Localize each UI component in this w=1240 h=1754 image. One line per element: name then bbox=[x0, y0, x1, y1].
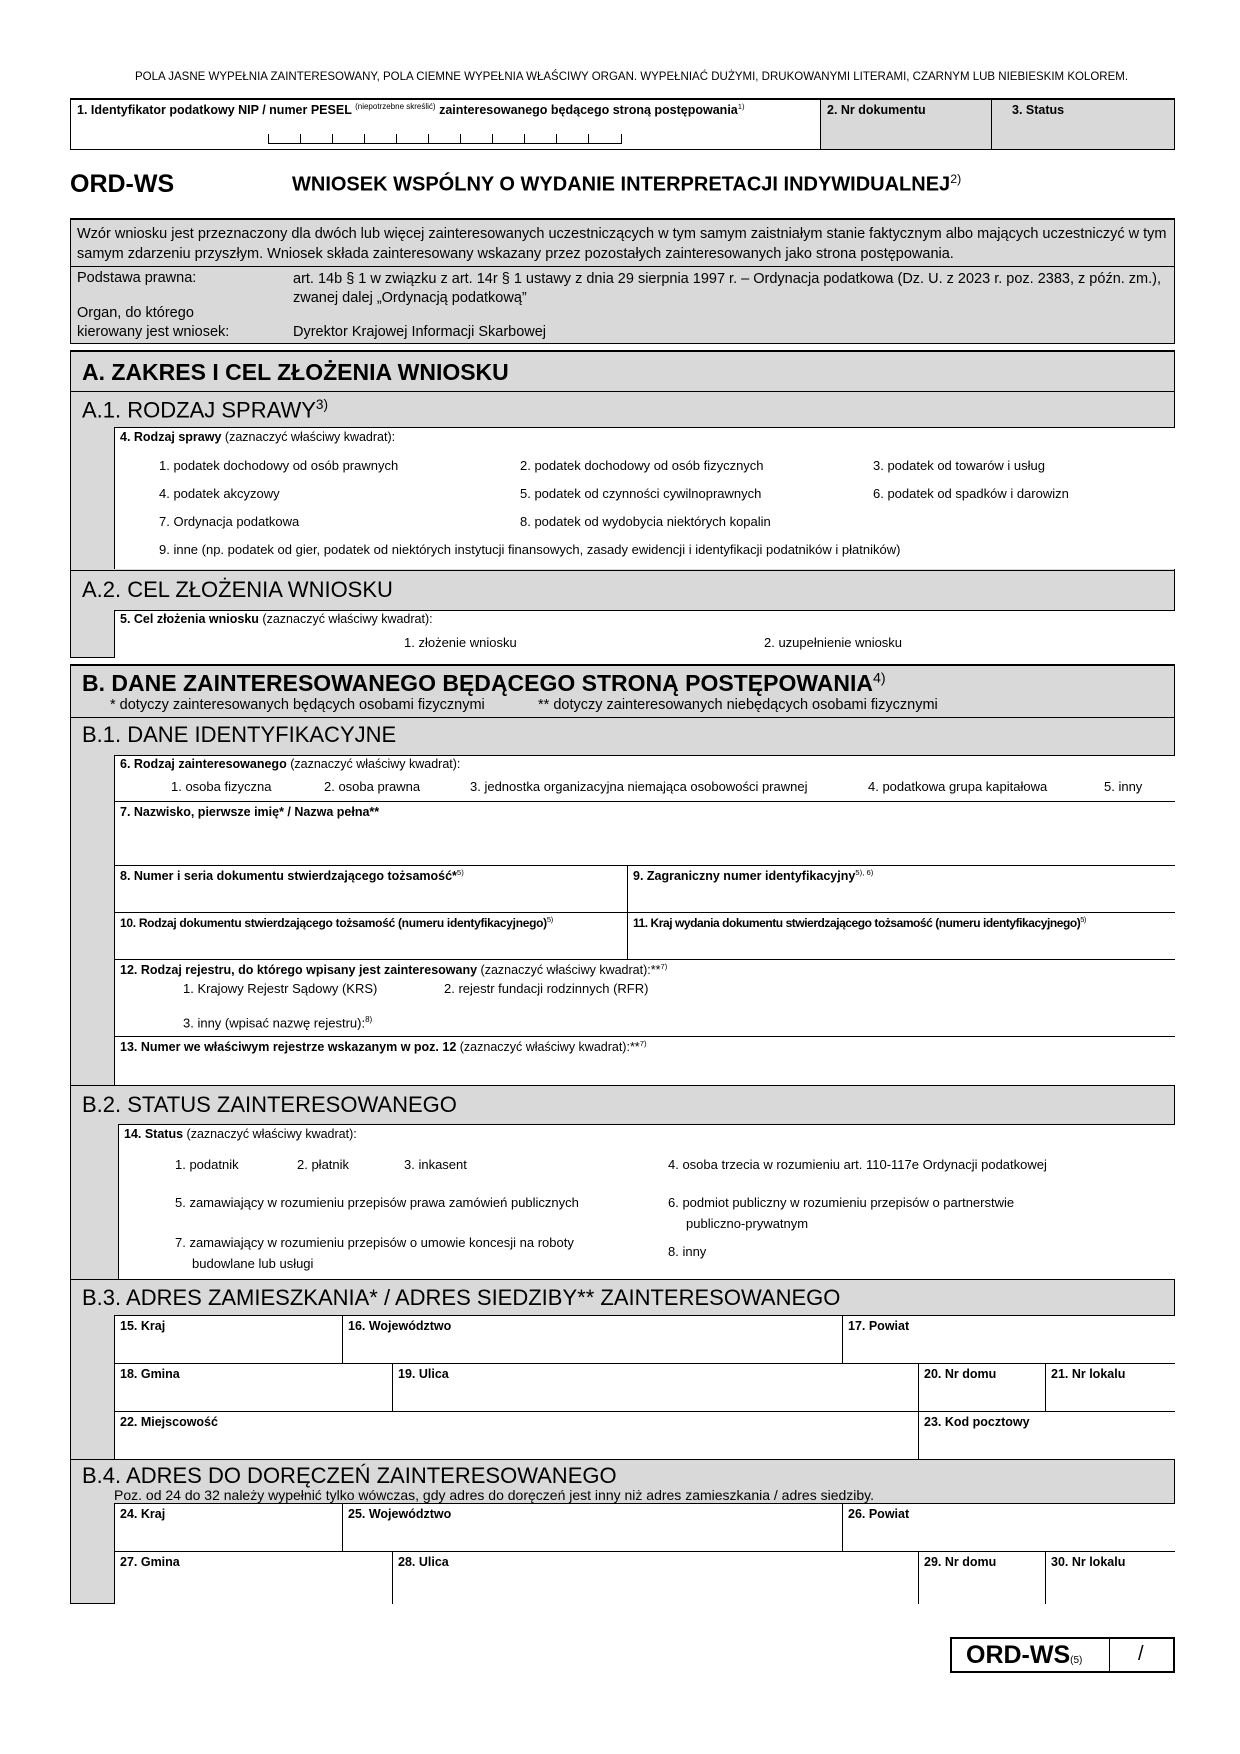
field-5-label bbox=[120, 612, 433, 626]
field-25-input[interactable] bbox=[343, 1522, 841, 1550]
f12-option-1[interactable]: 1. Krajowy Rejestr Sądowy (KRS) bbox=[183, 981, 378, 996]
f6-option-3[interactable]: 3. jednostka organizacyjna niemająca osobowości prawnej bbox=[470, 779, 808, 794]
a1-title bbox=[82, 397, 328, 423]
f14-option-7[interactable]: 7. zamawiający w rozumieniu przepisów o umowie koncesji na roboty bbox=[175, 1235, 574, 1250]
f4-option-7[interactable]: 7. Ordynacja podatkowa bbox=[159, 514, 300, 529]
field-16-input[interactable] bbox=[343, 1334, 841, 1362]
field-24-input[interactable] bbox=[115, 1522, 341, 1550]
field-6-label bbox=[120, 757, 460, 771]
field-21-input[interactable] bbox=[1046, 1382, 1174, 1410]
section-b-sup: 4) bbox=[873, 670, 886, 687]
a2-title: A.2. CEL ZŁOŻENIA WNIOSKU bbox=[82, 577, 393, 602]
field-18-input[interactable] bbox=[115, 1382, 391, 1410]
legal-basis-label: Podstawa prawna: bbox=[77, 270, 197, 286]
field-4-hint: (zaznaczyć właściwy kwadrat): bbox=[224, 430, 396, 444]
field-27-label: 27. Gmina bbox=[120, 1555, 180, 1569]
field-11-label-text: 11. Kraj wydania dokumentu stwierdzającego tożsamość (numeru identyfikacyjnego) bbox=[633, 916, 1081, 930]
f4-option-5[interactable]: 5. podatek od czynności cywilnoprawnych bbox=[520, 486, 762, 501]
field-8-label bbox=[120, 868, 464, 883]
f4-option-9[interactable]: 9. inne (np. podatek od gier, podatek od niektórych instytucji finansowych, zasady ewidencji i identyfikacji podatników i płatników) bbox=[159, 542, 901, 557]
form-title-text: WNIOSEK WSPÓLNY O WYDANIE INTERPRETACJI INDYWIDUALNEJ bbox=[292, 173, 951, 196]
field-3-label: 3. Status bbox=[1012, 103, 1065, 117]
legal-basis-text: art. 14b § 1 w związku z art. 14r § 1 ustawy z dnia 29 sierpnia 1997 r. – Ordynacja podatkowa (Dz. U. z 2023 r. poz. 2383, z późn. zm.), zwanej dalej „Ordynacją podatkową” bbox=[293, 271, 1162, 306]
field-26-label: 26. Powiat bbox=[848, 1507, 910, 1521]
b4-note: Poz. od 24 do 32 należy wypełnić tylko wówczas, gdy adres do doręczeń jest inny niż adres zamieszkania / adres siedziby. bbox=[114, 1487, 875, 1503]
section-b-title-text: B. DANE ZAINTERESOWANEGO BĘDĄCEGO STRONĄ POSTĘPOWANIA bbox=[82, 670, 873, 696]
field-23-label: 23. Kod pocztowy bbox=[924, 1415, 1030, 1429]
field-11-input[interactable] bbox=[628, 931, 1174, 959]
b2-title: B.2. STATUS ZAINTERESOWANEGO bbox=[82, 1092, 457, 1117]
field-13-sup: 7) bbox=[639, 1039, 647, 1048]
f4-option-8[interactable]: 8. podatek od wydobycia niektórych kopalin bbox=[520, 514, 771, 529]
form-title bbox=[292, 172, 961, 197]
field-24-label: 24. Kraj bbox=[120, 1507, 166, 1521]
field-25-label: 25. Województwo bbox=[348, 1507, 452, 1521]
field-28-label: 28. Ulica bbox=[398, 1555, 449, 1569]
field-30-label: 30. Nr lokalu bbox=[1051, 1555, 1126, 1569]
field-18-label: 18. Gmina bbox=[120, 1367, 180, 1381]
field-22-input[interactable] bbox=[115, 1430, 917, 1458]
field-4-label-text: 4. Rodzaj sprawy bbox=[120, 430, 222, 444]
field-17-label: 17. Powiat bbox=[848, 1319, 910, 1333]
footer-code-text: ORD-WS bbox=[966, 1641, 1071, 1669]
field-14-label bbox=[124, 1127, 357, 1141]
f14-option-6[interactable]: 6. podmiot publiczny w rozumieniu przepisów o partnerstwie bbox=[668, 1195, 1015, 1210]
field-29-label: 29. Nr domu bbox=[924, 1555, 997, 1569]
f4-option-2[interactable]: 2. podatek dochodowy od osób fizycznych bbox=[520, 458, 764, 473]
field-11-label bbox=[633, 915, 1086, 930]
field-1-sup: 1) bbox=[737, 102, 745, 111]
field-9-sup: 5), 6) bbox=[855, 868, 874, 877]
footer-code bbox=[966, 1641, 1082, 1670]
field-12-sup: 7) bbox=[660, 962, 668, 971]
f12-option-3-text: 3. inny (wpisać nazwę rejestru): bbox=[183, 1015, 366, 1031]
f4-option-3[interactable]: 3. podatek od towarów i usług bbox=[873, 458, 1045, 473]
field-9-input[interactable] bbox=[628, 884, 1174, 912]
f14-option-3[interactable]: 3. inkasent bbox=[404, 1157, 467, 1172]
field-10-label bbox=[120, 915, 553, 930]
field-8-sup: 5) bbox=[456, 868, 464, 877]
f14-option-4[interactable]: 4. osoba trzecia w rozumieniu art. 110-117e Ordynacji podatkowej bbox=[668, 1157, 1047, 1172]
field-14-label-text: 14. Status bbox=[124, 1127, 184, 1141]
status-field bbox=[991, 99, 1175, 150]
field-16-label: 16. Województwo bbox=[348, 1319, 452, 1333]
f6-option-2[interactable]: 2. osoba prawna bbox=[324, 779, 421, 794]
field-11-sup: 5) bbox=[1080, 915, 1086, 924]
field-14-hint: (zaznaczyć właściwy kwadrat): bbox=[186, 1127, 357, 1141]
note-natural-persons: * dotyczy zainteresowanych będących osobami fizycznymi bbox=[110, 697, 485, 713]
section-b-title bbox=[82, 670, 886, 697]
f6-option-4[interactable]: 4. podatkowa grupa kapitałowa bbox=[868, 779, 1048, 794]
field-8-label-text: 8. Numer i seria dokumentu stwierdzającego tożsamość* bbox=[120, 869, 457, 884]
footer-box bbox=[950, 1637, 1175, 1673]
field-4-label bbox=[120, 430, 395, 444]
f14-option-6-cont: publiczno-prywatnym bbox=[686, 1216, 809, 1231]
field-5-hint: (zaznaczyć właściwy kwadrat): bbox=[262, 612, 433, 626]
f6-option-1[interactable]: 1. osoba fizyczna bbox=[171, 779, 272, 794]
a1-sup: 3) bbox=[315, 397, 329, 412]
field-10-input[interactable] bbox=[114, 931, 626, 959]
field-19-label: 19. Ulica bbox=[398, 1367, 449, 1381]
form-title-sup: 2) bbox=[950, 172, 962, 186]
f5-option-2[interactable]: 2. uzupełnienie wniosku bbox=[764, 635, 903, 650]
b4-title: B.4. ADRES DO DORĘCZEŃ ZAINTERESOWANEGO bbox=[82, 1463, 617, 1488]
header-note: POLA JASNE WYPEŁNIA ZAINTERESOWANY, POLA CIEMNE WYPEŁNIA WŁAŚCIWY ORGAN. WYPEŁNIAĆ DUŻYMI, DRUKOWANYMI LITERAMI, CZARNYM LUB NIEBIESKIM KOLOREM. bbox=[135, 71, 1129, 83]
b1-title: B.1. DANE IDENTYFIKACYJNE bbox=[82, 722, 397, 747]
field-23-input[interactable] bbox=[919, 1430, 1174, 1458]
field-10-label-text: 10. Rodzaj dokumentu stwierdzającego tożsamość (numeru identyfikacyjnego) bbox=[120, 916, 547, 930]
field-17-input[interactable] bbox=[843, 1334, 1174, 1362]
f14-option-1[interactable]: 1. podatnik bbox=[175, 1157, 239, 1172]
f14-option-7-cont: budowlane lub usługi bbox=[192, 1256, 314, 1271]
field-27-input[interactable] bbox=[115, 1570, 391, 1602]
f4-option-4[interactable]: 4. podatek akcyzowy bbox=[159, 486, 280, 501]
f4-option-1[interactable]: 1. podatek dochodowy od osób prawnych bbox=[159, 458, 399, 473]
field-1-label-a: 1. Identyfikator podatkowy NIP / numer PESEL bbox=[77, 103, 352, 118]
field-7-input[interactable] bbox=[114, 820, 1175, 865]
field-12-label bbox=[120, 962, 667, 977]
field-9-label bbox=[633, 868, 873, 883]
field-13-label-text: 13. Numer we właściwym rejestrze wskazanym w poz. 12 bbox=[120, 1040, 457, 1055]
footer-page: / bbox=[1138, 1643, 1144, 1665]
field-22-label: 22. Miejscowość bbox=[120, 1415, 218, 1429]
field-6-label-text: 6. Rodzaj zainteresowanego bbox=[120, 757, 287, 771]
organ-label-1: Organ, do którego bbox=[77, 305, 194, 321]
field-13-hint: (zaznaczyć właściwy kwadrat):** bbox=[459, 1040, 640, 1055]
field-30-input[interactable] bbox=[1046, 1570, 1174, 1602]
field-7-label: 7. Nazwisko, pierwsze imię* / Nazwa pełna** bbox=[120, 805, 380, 819]
field-5-label-text: 5. Cel złożenia wniosku bbox=[120, 612, 259, 626]
f12-option-3[interactable] bbox=[183, 1015, 372, 1030]
f14-option-5[interactable]: 5. zamawiający w rozumieniu przepisów prawa zamówień publicznych bbox=[175, 1195, 579, 1210]
field-1-label-b: zainteresowanego będącego stroną postępowania bbox=[439, 103, 738, 118]
organ-label-2: kierowany jest wniosek: bbox=[77, 324, 230, 340]
section-a-title: A. ZAKRES I CEL ZŁOŻENIA WNIOSKU bbox=[82, 359, 509, 385]
intro-text: Wzór wniosku jest przeznaczony dla dwóch lub więcej zainteresowanych uczestniczących w tym samym zaistniałym stanie faktycznym albo mających uczestniczyć w tym samym zdarzeniu przyszłym. Wniosek składa zainteresowany wskazany przez pozostałych zainteresowanych jako strona postępowania. bbox=[77, 226, 1167, 262]
f6-option-5[interactable]: 5. inny bbox=[1104, 779, 1143, 794]
field-2-label: 2. Nr dokumentu bbox=[827, 103, 926, 117]
field-20-input[interactable] bbox=[919, 1382, 1044, 1410]
field-15-label: 15. Kraj bbox=[120, 1319, 166, 1333]
f5-option-1[interactable]: 1. złożenie wniosku bbox=[404, 635, 517, 650]
field-19-input[interactable] bbox=[393, 1382, 917, 1410]
a1-title-text: A.1. RODZAJ SPRAWY bbox=[82, 397, 316, 423]
field-12-hint: (zaznaczyć właściwy kwadrat):** bbox=[480, 963, 661, 978]
field-8-input[interactable] bbox=[114, 884, 626, 912]
f12-option-3-sup: 8) bbox=[365, 1015, 373, 1024]
field-1-label bbox=[77, 102, 745, 117]
nip-input[interactable] bbox=[268, 134, 624, 144]
field-13-input[interactable] bbox=[114, 1055, 1175, 1085]
field-1-note: (niepotrzebne skreślić) bbox=[355, 102, 436, 111]
field-29-input[interactable] bbox=[919, 1570, 1044, 1602]
field-15-input[interactable] bbox=[115, 1334, 341, 1362]
field-9-label-text: 9. Zagraniczny numer identyfikacyjny bbox=[633, 869, 856, 884]
field-6-hint: (zaznaczyć właściwy kwadrat): bbox=[290, 757, 461, 771]
field-28-input[interactable] bbox=[393, 1570, 917, 1602]
field-12-label-text: 12. Rodzaj rejestru, do którego wpisany jest zainteresowany bbox=[120, 963, 478, 978]
form-code: ORD-WS bbox=[70, 170, 175, 198]
f14-option-2[interactable]: 2. płatnik bbox=[297, 1157, 350, 1172]
f14-option-8[interactable]: 8. inny bbox=[668, 1244, 707, 1259]
organ-text: Dyrektor Krajowej Informacji Skarbowej bbox=[293, 324, 547, 340]
field-13-label bbox=[120, 1039, 647, 1054]
field-10-sup: 5) bbox=[546, 915, 553, 924]
f12-option-2[interactable]: 2. rejestr fundacji rodzinnych (RFR) bbox=[444, 981, 649, 996]
doc-number-field bbox=[820, 99, 992, 150]
f4-option-6[interactable]: 6. podatek od spadków i darowizn bbox=[873, 486, 1069, 501]
field-20-label: 20. Nr domu bbox=[924, 1367, 997, 1381]
footer-version: (5) bbox=[1070, 1655, 1083, 1666]
note-legal-entities: ** dotyczy zainteresowanych niebędących osobami fizycznymi bbox=[538, 697, 938, 713]
b3-title: B.3. ADRES ZAMIESZKANIA* / ADRES SIEDZIBY** ZAINTERESOWANEGO bbox=[82, 1285, 841, 1310]
field-26-input[interactable] bbox=[843, 1522, 1174, 1550]
intro-box bbox=[70, 218, 1175, 344]
field-21-label: 21. Nr lokalu bbox=[1051, 1367, 1126, 1381]
